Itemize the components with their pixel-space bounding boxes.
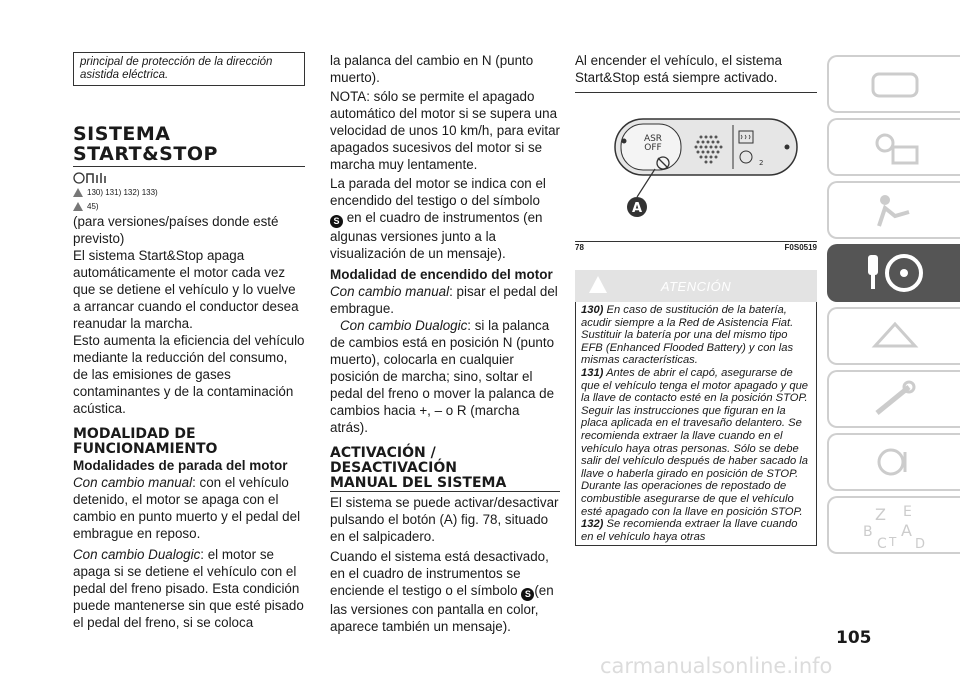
heading-line3: MANUAL DEL SISTEMA — [330, 475, 507, 491]
paragraph — [330, 548, 560, 635]
text: : pisar el pedal del embrague. — [330, 284, 558, 316]
tab-car-dashboard[interactable] — [827, 55, 960, 113]
heading-line2: DESACTIVACIÓN — [330, 460, 457, 476]
column-middle — [330, 52, 560, 635]
tab-tools[interactable] — [827, 370, 960, 428]
warning-body — [575, 302, 817, 546]
tab-car-crash[interactable] — [827, 307, 960, 365]
car-crash-icon — [865, 316, 925, 356]
paragraph — [330, 317, 560, 436]
warning-lights-icon — [865, 127, 925, 167]
index-letter: B — [862, 524, 873, 540]
warning-header — [575, 270, 817, 302]
paragraph: Esto aumenta la eficiencia del vehículo mediante la reducción del consumo, de las emisiones de gases contaminantes y de la contaminación acústica. — [73, 333, 305, 416]
text: Cuando el sistema está desactivado, en el cuadro de instrumentos se enciende el testigo o el símbolo — [330, 549, 549, 598]
section-title-line2: START&STOP — [73, 143, 218, 165]
asr-label: ASR — [643, 134, 663, 144]
index-letter: C — [876, 536, 887, 550]
paragraph — [330, 175, 560, 262]
figure-number: 78 — [575, 243, 584, 252]
figure-caption — [575, 243, 817, 252]
page-number: 105 — [836, 628, 872, 648]
heading-line1: MODALIDAD DE — [73, 426, 196, 442]
reference-row-1 — [73, 185, 305, 199]
heading-rule — [330, 491, 560, 492]
paragraph — [330, 283, 560, 317]
italic-label: Con cambio manual — [330, 284, 450, 299]
italic-label: Con cambio Dualogic — [73, 547, 201, 562]
chapter-tabs — [827, 55, 960, 559]
reference-row-2 — [73, 199, 305, 213]
index-letter: A — [900, 521, 912, 540]
index-letter: E — [902, 504, 912, 520]
paragraph: Al encender el vehículo, el sistema Start&Stop está siempre activado. — [575, 53, 782, 85]
text: : con el vehículo detenido, el motor se apaga con el cambio en punto muerto y el pedal del embrague en reposo. — [73, 475, 301, 541]
index-letter: D — [914, 537, 925, 550]
heading-line2: FUNCIONAMIENTO — [73, 441, 218, 457]
text: en el cuadro de instrumentos (en algunas versiones junto a la visualización de un mensaje). — [330, 210, 543, 261]
callout-a-label: A — [631, 201, 643, 216]
paragraph — [73, 546, 305, 631]
paragraph: El sistema Start&Stop apaga automáticamente el motor cada vez que se detiene el vehículo y lo vuelve a arrancar cuando el conductor desea reanudar la marcha. — [73, 248, 299, 331]
startstop-icon — [73, 171, 305, 185]
paragraph: El sistema se puede activar/desactivar pulsando el botón (A) fig. 78, situado en el salpicadero. — [330, 495, 559, 544]
figure-number-2: 2 — [759, 159, 764, 167]
column-left — [73, 52, 305, 631]
start-stop-symbol-icon: S — [330, 215, 343, 228]
tab-warning-lights[interactable] — [827, 118, 960, 176]
paragraph: NOTA: sólo se permite el apagado automático del motor si se supera una velocidad de unos 10 km/h, para evitar apagados sucesivos del motor si se marcha muy lentamente. — [330, 89, 561, 172]
start-stop-off-symbol-icon: S — [521, 588, 534, 601]
caution-triangle-icon — [73, 202, 83, 211]
continued-note: principal de protección de la dirección asistida eléctrica. — [73, 52, 305, 86]
warning-triangle-icon — [589, 276, 607, 293]
car-dashboard-icon — [865, 66, 925, 102]
tab-multimedia[interactable] — [827, 433, 960, 491]
paragraph: la palanca del cambio en N (punto muerto). — [330, 53, 534, 85]
multimedia-icon — [865, 442, 925, 482]
section-title-line1: SISTEMA — [73, 123, 171, 145]
index-icon — [855, 500, 935, 550]
paragraph — [73, 474, 305, 542]
text: : el motor se apaga si se detiene el vehículo con el pedal del freno pisado. Esta condición puede mantenerse sin que esté pisado el pedal del freno, si se coloca — [73, 547, 304, 630]
tab-airbag[interactable] — [827, 181, 960, 239]
index-letter: T — [888, 535, 896, 549]
reference-numbers: 130) 131) 132) 133) — [87, 187, 158, 197]
watermark: carmanualsonline.info — [600, 654, 833, 678]
heading-line1: ACTIVACIÓN / — [330, 445, 436, 461]
column-right — [575, 52, 817, 546]
figure-bottom-rule — [575, 241, 817, 242]
italic-label: Con cambio manual — [73, 475, 193, 490]
paragraph: (para versiones/países donde esté previsto) — [73, 214, 279, 246]
figure-code: F0S0519 — [784, 243, 817, 252]
warning-triangle-icon — [73, 188, 83, 197]
index-letter: Z — [874, 505, 886, 524]
text: (en las versiones con pantalla en color, aparece también un mensaje). — [330, 583, 554, 634]
italic-label: Con cambio Dualogic — [340, 318, 468, 333]
off-label: OFF — [644, 143, 662, 153]
dashboard-switch-panel-figure — [575, 93, 817, 241]
tab-index[interactable] — [827, 496, 960, 554]
text: : si la palanca de cambios está en posición N (punto muerto), colocarla en cualquier posición de marcha; sino, soltar el pedal del freno o mover la palanca de cambios hacia +, – o R (marcha atrás). — [330, 318, 555, 435]
warning-item-132: 132) Se recomienda extraer la llave cuando en el vehículo haya otras — [581, 518, 798, 543]
airbag-icon — [865, 190, 925, 230]
title-rule — [73, 166, 305, 167]
tools-icon — [865, 379, 925, 419]
subheading: Modalidades de parada del motor — [73, 458, 288, 473]
warning-item-130: 130) En caso de sustitución de la batería, acudir siempre a la Red de Asistencia Fiat. Sustituir la batería por una del mismo tipo EFB (Enhanced Flooded Battery) y con las mismas características. — [581, 304, 794, 367]
figure-78 — [575, 93, 817, 241]
tab-steering-key[interactable] — [827, 244, 960, 302]
warning-item-131: 131) Antes de abrir el capó, asegurarse de que el vehículo tenga el motor apagado y que la llave de contacto esté en la posición STOP. Seguir las instrucciones que figuran en la placa aplicada en el travesaño delantero. Se recomienda extraer la llave cuando en el vehículo haya otras personas. Sólo se debe salir del vehículo después de haber sacado la llave o haberla girado en posición de STOP. Durante las operaciones de repostado de combustible asegurarse de que el vehículo esté apagado con la llave en posición STOP. — [581, 366, 809, 518]
reference-numbers: 45) — [87, 201, 99, 211]
steering-key-icon — [860, 251, 930, 295]
warning-title: ATENCIÓN — [660, 278, 732, 294]
text: La parada del motor se indica con el encendido del testigo o del símbolo — [330, 176, 546, 208]
subheading: Modalidad de encendido del motor — [330, 267, 553, 282]
